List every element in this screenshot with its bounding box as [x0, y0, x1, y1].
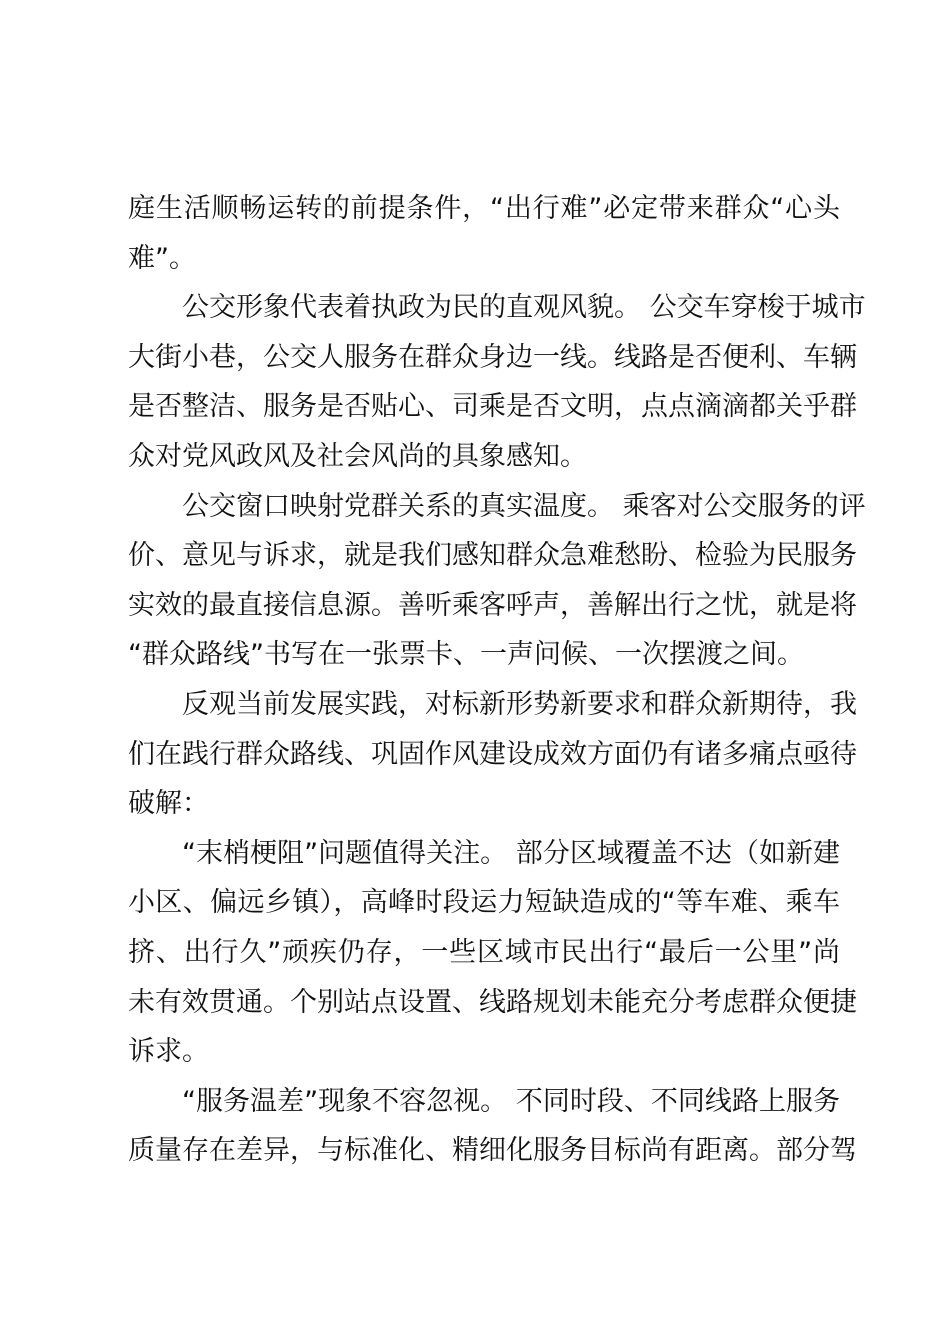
text-line: 众对党风政风及社会风尚的具象感知。: [128, 440, 587, 472]
text-line: 实效的最直接信息源。善听乘客呼声，善解出行之忧，就是将: [128, 589, 857, 621]
text-line: 大街小巷，公交人服务在群众身边一线。线路是否便利、车辆: [128, 341, 857, 373]
text-line: 挤、出行久”顽疾仍存，一些区域市民出行“最后一公里”尚: [128, 936, 840, 968]
text-line: 价、意见与诉求，就是我们感知群众急难愁盼、检验为民服务: [128, 540, 857, 572]
text-line: 诉求。: [128, 1036, 209, 1068]
paragraph-first-line: “末梢梗阻”问题值得关注。 部分区域覆盖不达（如新建: [182, 837, 840, 869]
text-line: 未有效贯通。个别站点设置、线路规划未能充分考虑群众便捷: [128, 986, 857, 1018]
paragraph-first-line: “服务温差”现象不容忽视。 不同时段、不同线路上服务: [182, 1085, 840, 1117]
paragraph-first-line: 反观当前发展实践，对标新形势新要求和群众新期待，我: [182, 688, 857, 720]
text-line: 破解：: [128, 788, 209, 820]
text-line: 庭生活顺畅运转的前提条件，“出行难”必定带来群众“心头: [128, 193, 840, 224]
document-body: [128, 184, 866, 1176]
text-line: 难”。: [128, 242, 196, 274]
text-line: 是否整洁、服务是否贴心、司乘是否文明，点点滴滴都关乎群: [128, 391, 857, 423]
paragraph-first-line: 公交形象代表着执政为民的直观风貌。 公交车穿梭于城市: [182, 292, 866, 324]
text-line: 们在践行群众路线、巩固作风建设成效方面仍有诸多痛点亟待: [128, 738, 857, 770]
paragraph-first-line: 公交窗口映射党群关系的真实温度。 乘客对公交服务的评: [182, 490, 866, 522]
text-line: 质量存在差异，与标准化、精细化服务目标尚有距离。部分驾: [128, 1135, 857, 1167]
text-line: “群众路线”书写在一张票卡、一声问候、一次摆渡之间。: [128, 639, 804, 671]
text-line: 小区、偏远乡镇），高峰时段运力短缺造成的“等车难、乘车: [128, 887, 840, 919]
